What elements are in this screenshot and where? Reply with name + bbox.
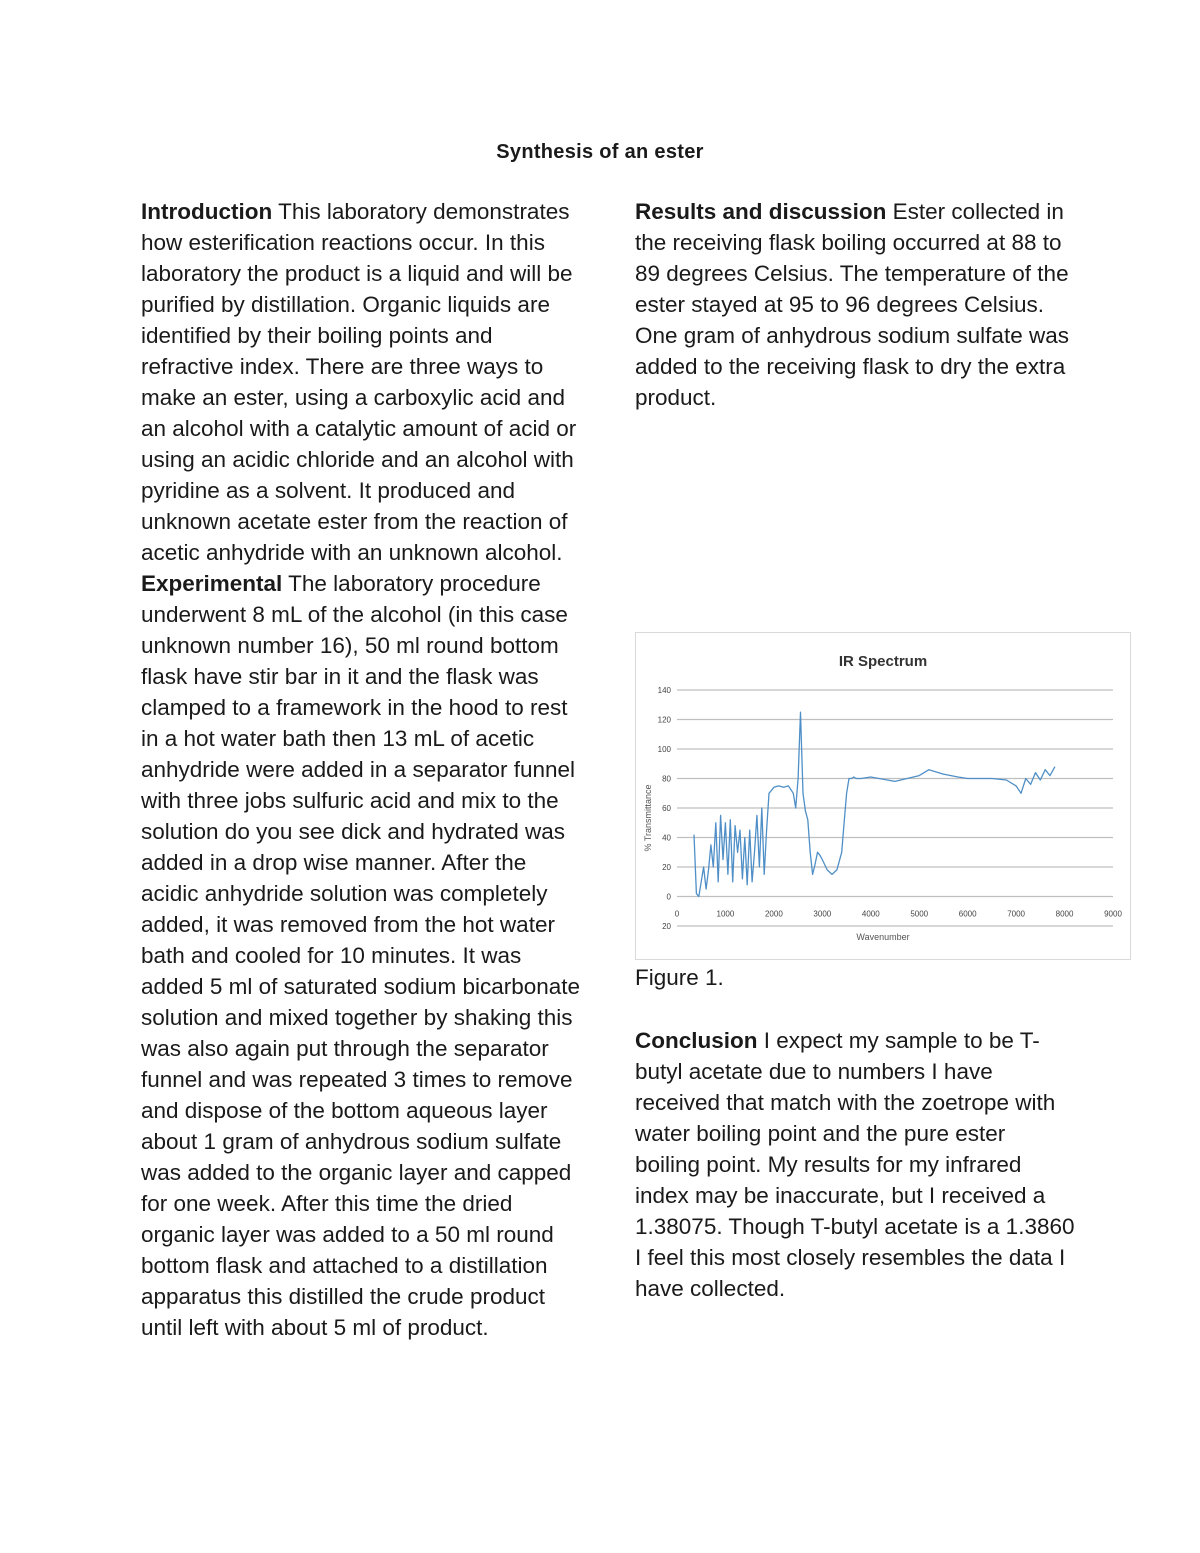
x-tick-label: 9000 (1104, 909, 1122, 919)
figure-caption: Figure 1. (635, 965, 724, 990)
results-heading: Results and discussion (635, 199, 887, 224)
y-tick-label: 40 (662, 833, 671, 843)
document-title: Synthesis of an ester (496, 141, 704, 163)
conclusion-text: I expect my sample to be T-butyl acetate due to numbers I have received that match with the zoetrope with water boiling point and the pure ester boiling point. My results for my infrared index may be inaccurate, but I received a 1.38075. Though T-butyl acetate is a 1.3860 I feel this most closely resembles the data I have collected. (635, 1028, 1075, 1301)
ir-spectrum-chart (635, 632, 1131, 960)
x-tick-label: 7000 (1007, 909, 1026, 919)
y-axis-label: % Transmittance (643, 784, 653, 852)
y-tick-label: 80 (662, 774, 671, 784)
results-paragraph (635, 196, 1075, 413)
x-tick-label: 4000 (861, 909, 880, 919)
left-column (141, 196, 581, 1343)
y-tick-label: 20 (662, 863, 671, 872)
chart-title: IR Spectrum (838, 653, 928, 670)
introduction-heading: Introduction (141, 199, 273, 224)
introduction-paragraph (141, 196, 581, 568)
conclusion-paragraph (635, 1025, 1075, 1304)
x-tick-label: 2000 (764, 909, 783, 919)
y-tick-label: 140 (657, 686, 671, 695)
right-column (635, 196, 1075, 413)
conclusion-heading: Conclusion (635, 1028, 758, 1053)
conclusion-block (635, 1025, 1075, 1304)
y-tick-label: 120 (657, 715, 671, 725)
y-tick-label: 100 (657, 745, 671, 754)
x-tick-label: 8000 (1055, 909, 1074, 919)
x-tick-label: 1000 (716, 909, 735, 919)
experimental-paragraph (141, 568, 581, 1343)
x-tick-label: 0 (674, 909, 680, 919)
x-tick-label: 3000 (813, 909, 832, 919)
experimental-heading: Experimental (141, 571, 283, 596)
x-tick-label: 5000 (910, 909, 929, 919)
x-tick-label: 6000 (958, 909, 977, 919)
results-text: Ester collected in the receiving flask boiling occurred at 88 to 89 degrees Celsius. The temperature of the ester stayed at 95 to 96 degrees Celsius. One gram of anhydrous sodium sulfate was added to the receiving flask to dry the extra product. (635, 199, 1069, 410)
ir-spectrum-figure (635, 632, 1131, 960)
y-tick-label: 60 (662, 804, 671, 813)
x-axis-label: Wavenumber (856, 932, 910, 942)
y-tick-label: 0 (666, 892, 671, 902)
y-tick-label: 20 (662, 922, 671, 931)
experimental-text: The laboratory procedure underwent 8 mL of the alcohol (in this case unknown number 16), 50 ml round bottom flask have stir bar in it and the flask was clamped to a framework in the hood to rest in a hot water bath then 13 mL of acetic anhydride were added in a separator funnel with three jobs sulfuric acid and mix to the solution do you see dick and hydrated was added in a drop wise manner. After the acidic anhydride solution was completely added, it was removed from the hot water bath and cooled for 10 minutes. It was added 5 ml of saturated sodium bicarbonate solution and mixed together by shaking this was also again put through the separator funnel and was repeated 3 times to remove and dispose of the bottom aqueous layer about 1 gram of anhydrous sodium sulfate was added to the organic layer and capped for one week. After this time the dried organic layer was added to a 50 ml round bottom flask and attached to a distillation apparatus this distilled the crude product until left with about 5 ml of product. (141, 571, 581, 1340)
introduction-text: This laboratory demonstrates how esterification reactions occur. In this laboratory the product is a liquid and will be purified by distillation. Organic liquids are identified by their boiling points and refractive index. There are three ways to make an ester, using a carboxylic acid and an alcohol with a catalytic amount of acid or using an acidic chloride and an alcohol with pyridine as a solvent. It produced and unknown acetate ester from the reaction of acetic anhydride with an unknown alcohol. (141, 199, 577, 565)
